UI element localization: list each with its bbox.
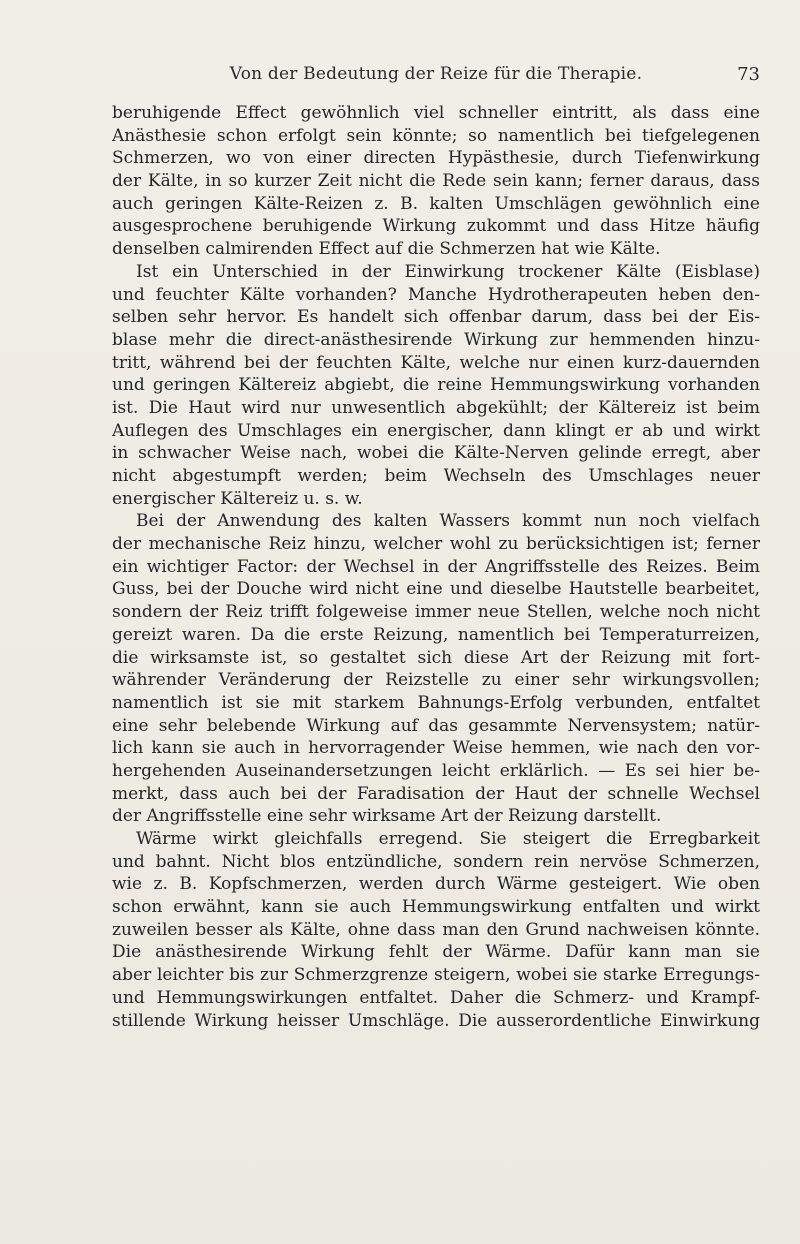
text-line: ausgesprochene beruhigende Wirkung zukommt und dass Hitze häufig <box>112 216 760 237</box>
text-line: zuweilen besser als Kälte, ohne dass man den Grund nachweisen könnte. <box>112 919 760 940</box>
text-line: und geringen Kältereiz abgiebt, die reine Hemmungswirkung vorhanden <box>112 375 760 396</box>
text-line: und feuchter Kälte vorhanden? Manche Hydrotherapeuten heben den- <box>112 284 760 305</box>
text-line: namentlich ist sie mit starkem Bahnungs-Erfolg verbunden, entfaltet <box>112 692 760 713</box>
text-line: merkt, dass auch bei der Faradisation der Haut der schnelle Wechsel <box>112 783 760 804</box>
text-line: eine sehr belebende Wirkung auf das gesammte Nervensystem; natür- <box>112 715 760 736</box>
text-line: tritt, während bei der feuchten Kälte, welche nur einen kurz-dauernden <box>112 352 760 373</box>
text-line: der Kälte, in so kurzer Zeit nicht die Rede sein kann; ferner daraus, dass <box>112 171 760 192</box>
text-line: Wärme wirkt gleichfalls erregend. Sie steigert die Erregbarkeit <box>136 829 760 849</box>
text-line: selben sehr hervor. Es handelt sich offenbar darum, dass bei der Eis- <box>112 307 760 328</box>
text-line: Schmerzen, wo von einer directen Hypästhesie, durch Tiefenwirkung <box>112 148 760 169</box>
page-header <box>112 64 760 92</box>
text-line: Bei der Anwendung des kalten Wassers kommt nun noch vielfach <box>136 511 760 532</box>
text-line: und Hemmungswirkungen entfaltet. Daher die Schmerz- und Krampf- <box>112 987 760 1008</box>
text-line: energischer Kältereiz u. s. w. <box>112 488 363 509</box>
text-line: währender Veränderung der Reizstelle zu einer sehr wirkungsvollen; <box>112 670 760 691</box>
text-line: Guss, bei der Douche wird nicht eine und dieselbe Hautstelle bearbeitet, <box>112 579 760 600</box>
text-line: aber leichter bis zur Schmerzgrenze steigern, wobei sie starke Erregungs- <box>112 965 760 986</box>
text-line: hergehenden Auseinandersetzungen leicht erklärlich. — Es sei hier be- <box>112 760 760 781</box>
text-line: beruhigende Effect gewöhnlich viel schneller eintritt, als dass eine <box>112 103 760 123</box>
text-line: gereizt waren. Da die erste Reizung, namentlich bei Temperaturreizen, <box>112 624 760 645</box>
text-line: in schwacher Weise nach, wobei die Kälte-Nerven gelinde erregt, aber <box>112 443 760 464</box>
page-number: 73 <box>737 64 760 85</box>
text-line: sondern der Reiz trifft folgeweise immer neue Stellen, welche noch nicht <box>112 602 760 623</box>
text-line: stillende Wirkung heisser Umschläge. Die ausserordentliche Einwirkung <box>112 1010 760 1031</box>
running-title: Von der Bedeutung der Reize für die Therapie. <box>229 64 643 84</box>
text-line: ist. Die Haut wird nur unwesentlich abgekühlt; der Kältereiz ist beim <box>112 397 760 418</box>
text-line: Anästhesie schon erfolgt sein könnte; so namentlich bei tiefgelegenen <box>112 125 760 146</box>
text-line: wie z. B. Kopfschmerzen, werden durch Wärme gesteigert. Wie oben <box>112 874 760 895</box>
text-line: ein wichtiger Factor: der Wechsel in der Angriffsstelle des Reizes. Beim <box>112 556 760 577</box>
text-line: Die anästhesirende Wirkung fehlt der Wärme. Dafür kann man sie <box>112 942 760 963</box>
text-line: schon erwähnt, kann sie auch Hemmungswirkung entfalten und wirkt <box>112 897 760 918</box>
text-line: die wirksamste ist, so gestaltet sich diese Art der Reizung mit fort- <box>112 647 760 668</box>
text-line: der Angriffsstelle eine sehr wirksame Art der Reizung darstellt. <box>112 806 662 827</box>
text-line: Ist ein Unterschied in der Einwirkung trockener Kälte (Eisblase) <box>136 261 760 282</box>
text-line: auch geringen Kälte-Reizen z. B. kalten Umschlägen gewöhnlich eine <box>112 193 760 214</box>
text-line: blase mehr die direct-anästhesirende Wirkung zur hemmenden hinzu- <box>112 329 760 350</box>
text-line: lich kann sie auch in hervorragender Weise hemmen, wie nach den vor- <box>112 738 760 759</box>
text-line: der mechanische Reiz hinzu, welcher wohl zu berücksichtigen ist; ferner <box>112 534 760 555</box>
text-line: nicht abgestumpft werden; beim Wechseln des Umschlages neuer <box>112 466 760 486</box>
text-line: und bahnt. Nicht blos entzündliche, sondern rein nervöse Schmerzen, <box>112 851 760 872</box>
body-text <box>112 102 760 1032</box>
text-line: Auflegen des Umschlages ein energischer, dann klingt er ab und wirkt <box>112 420 760 441</box>
text-line: denselben calmirenden Effect auf die Schmerzen hat wie Kälte. <box>112 239 661 260</box>
